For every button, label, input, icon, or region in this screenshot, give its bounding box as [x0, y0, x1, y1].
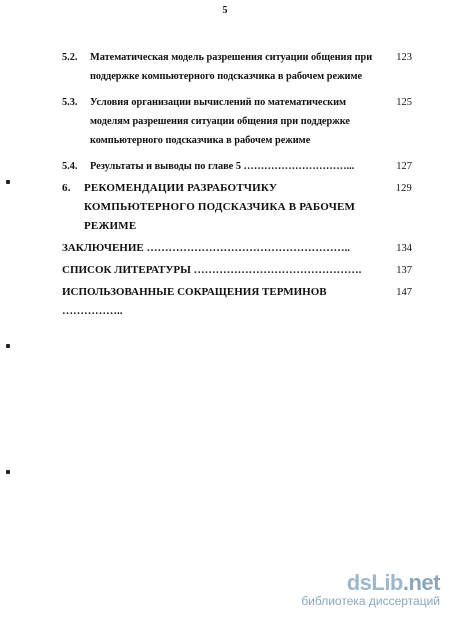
- toc-entry: [62, 261, 412, 280]
- page-number: 5: [222, 5, 228, 16]
- toc-entry-title: РЕКОМЕНДАЦИИ РАЗРАБОТЧИКУ КОМПЬЮТЕРНОГО ПОДСКАЗЧИКА В РАБОЧЕМ РЕЖИМЕ: [84, 182, 356, 232]
- toc-entry-title: Математическая модель разрешения ситуации общения при поддержке компьютерного подсказчика в рабочем режиме: [90, 52, 373, 82]
- toc-entry: [62, 48, 412, 86]
- watermark-brand-tld: .net: [402, 570, 440, 595]
- toc-entry-page: 137: [396, 265, 412, 276]
- toc-entry-page: 129: [395, 183, 412, 194]
- toc-entry-page: 127: [396, 161, 412, 172]
- toc-entry-title: Результаты и выводы по главе 5 …………………………...: [90, 161, 355, 172]
- watermark-logo: [301, 570, 440, 608]
- watermark-subtitle: библиотека диссертаций: [301, 594, 440, 608]
- toc-entry: [62, 283, 412, 321]
- watermark-brand: [301, 570, 440, 596]
- watermark-brand-main: dsLib: [346, 570, 403, 595]
- scan-mark: [6, 344, 10, 348]
- toc-entry-page: 134: [396, 243, 412, 254]
- toc-entry-page: 147: [396, 287, 412, 298]
- toc-entry: [62, 157, 412, 176]
- toc-entry-title: ЗАКЛЮЧЕНИЕ ………………………………………………..: [62, 242, 350, 254]
- toc-entry-number: 6.: [62, 182, 71, 194]
- toc-entry-title: СПИСОК ЛИТЕРАТУРЫ ……………………………………….: [62, 264, 362, 276]
- toc-entry-page: 125: [396, 97, 412, 108]
- toc-entry-title: ИСПОЛЬЗОВАННЫЕ СОКРАЩЕНИЯ ТЕРМИНОВ ……………..: [62, 286, 327, 317]
- toc-entry-page: 123: [396, 52, 412, 63]
- scan-mark: [6, 180, 10, 184]
- toc-entry-title: Условия организации вычислений по математическим моделям разрешения ситуации общения при поддержке компьютерного подсказчика в рабочем режиме: [90, 97, 350, 146]
- table-of-contents: [62, 48, 412, 321]
- toc-entry-number: 5.2.: [62, 52, 78, 63]
- toc-chapter-entry: [62, 179, 412, 236]
- toc-entry-number: 5.3.: [62, 97, 78, 108]
- scan-mark: [6, 470, 10, 474]
- toc-entry: [62, 239, 412, 258]
- toc-entry-number: 5.4.: [62, 161, 78, 172]
- toc-entry: [62, 93, 412, 150]
